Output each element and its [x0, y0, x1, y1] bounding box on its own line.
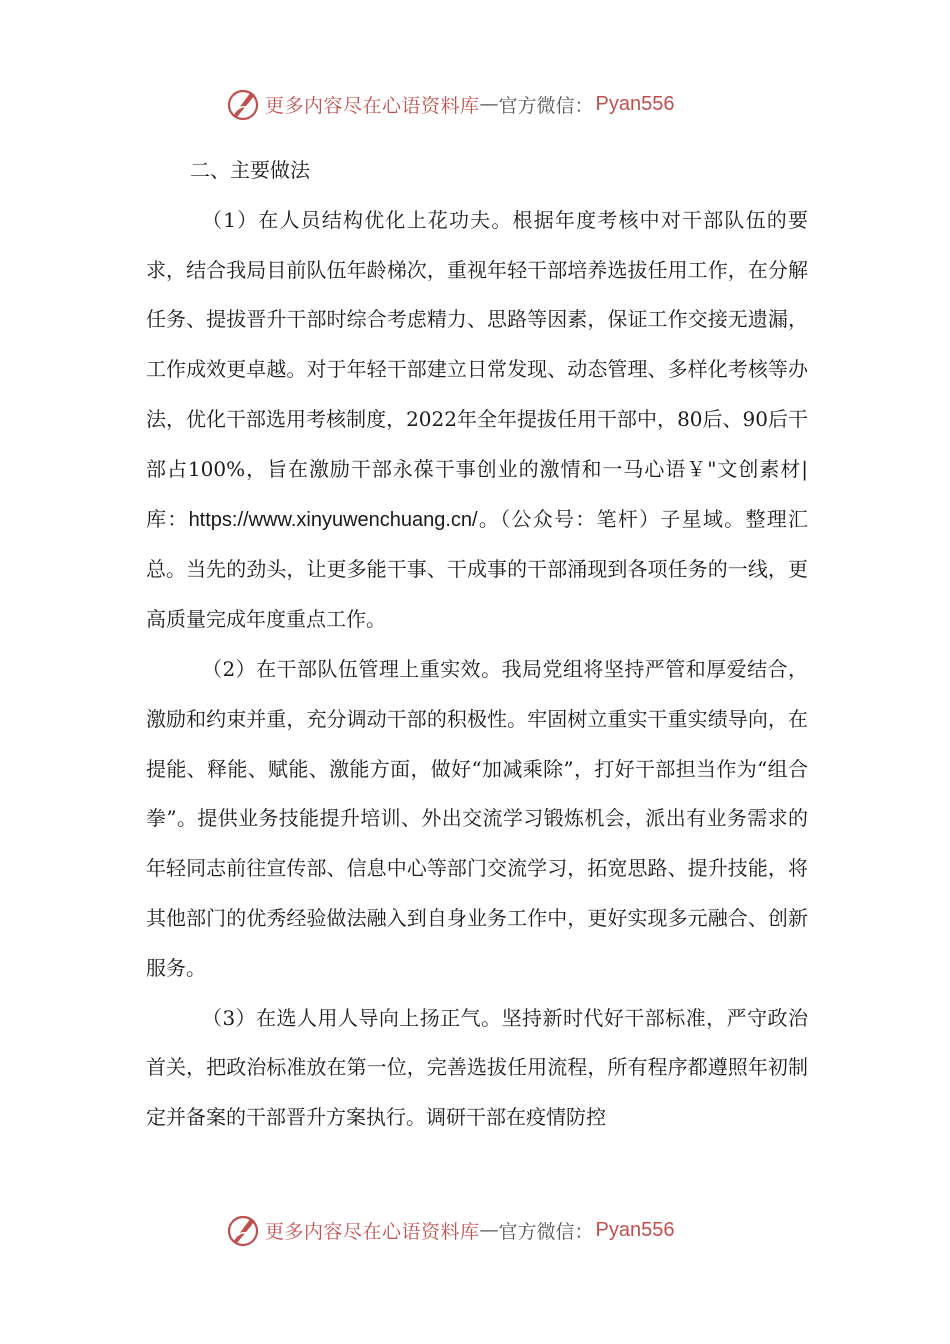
watermark-label: 官方微信：	[498, 94, 594, 117]
watermark-banner-bottom	[225, 1210, 745, 1250]
quill-logo-icon	[225, 86, 261, 122]
paragraph-1-part-b: 。（公众号：笔杆）子星域。整理汇总。当先的劲头，让更多能干事、干成事的干部涌现到各项任务的一线，更高质量完成年度重点工作。	[146, 506, 809, 632]
paragraph-3: （3）在选人用人导向上扬正气。坚持新时代好干部标准，严守政治首关，把政治标准放在第一位，完善选拔任用流程，所有程序都遵照年初制定并备案的干部晋升方案执行。调研干部在疫情防控	[146, 1005, 808, 1130]
paragraph-2: （2）在干部队伍管理上重实效。我局党组将坚持严管和厚爱结合，激励和约束并重，充分调动干部的积极性。牢固树立重实干重实绩导向，在提能、释能、赋能、激能方面，做好“加减乘除”，打好干部担当作为“组合拳”。提供业务技能提升培训、外出交流学习锻炼机会，派出有业务需求的年轻同志前往宣传部、信息中心等部门交流学习，拓宽思路、提升技能，将其他部门的优秀经验做法融入到自身业务工作中，更好实现多元融合、创新服务。	[146, 656, 808, 980]
section-heading: 二、主要做法	[190, 158, 310, 182]
watermark-separator: —	[479, 93, 499, 115]
paragraph-1	[146, 196, 808, 645]
watermark-wechat-id: Pyan556	[595, 1218, 675, 1241]
quill-logo-icon	[225, 1212, 261, 1248]
watermark-banner-top	[225, 84, 745, 124]
paragraph-1-part-a: （1）在人员结构优化上花功夫。根据年度考核中对干部队伍的要求，结合我局目前队伍年龄梯次，重视年轻干部培养选拔任用工作，在分解任务、提拔晋升干部时综合考虑精力、思路等因素，保证工作交接无遗漏，工作成效更卓越。对于年轻干部建立日常发现、动态管理、多样化考核等办法，优化干部选用考核制度，2022年全年提拔任用干部中，80后、90后干部占100%，旨在激励干部永葆干事创业的激情和一马心语￥"文创素材|库：	[146, 207, 808, 531]
watermark-separator: —	[479, 1219, 499, 1241]
watermark-main-text: 更多内容尽在心语资料库	[265, 1220, 480, 1243]
paragraph-1-url: https://www.xinyuwenchuang.cn/	[188, 508, 478, 531]
watermark-wechat-id: Pyan556	[595, 92, 675, 115]
watermark-label: 官方微信：	[498, 1220, 594, 1243]
document-body	[146, 146, 808, 1143]
watermark-main-text: 更多内容尽在心语资料库	[265, 94, 480, 117]
